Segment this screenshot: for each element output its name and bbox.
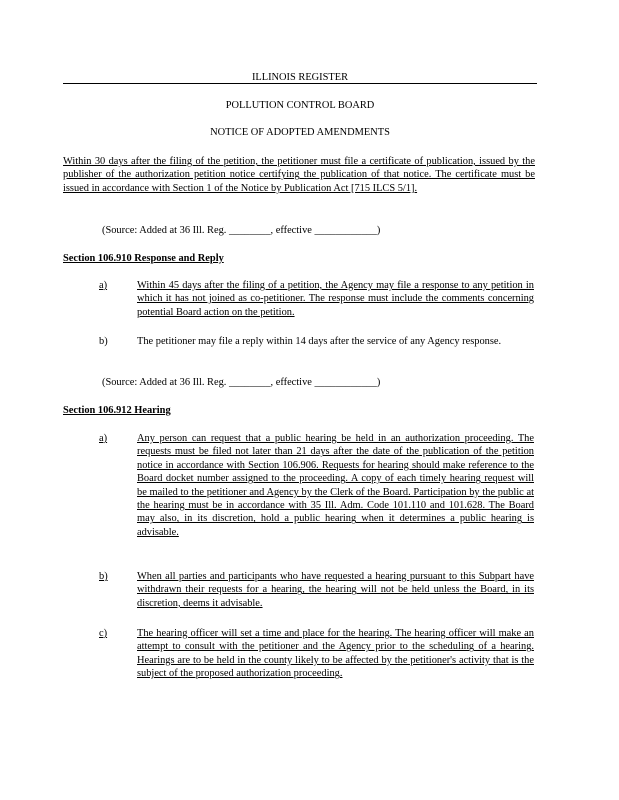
item-text: Any person can request that a public hearing be held in an authorization proceeding. The requests must be filed not later than 21 days after the date of the publication of the petition notice in accordance with Section 106.906. Requests for hearing should make reference to the Board docket number assigned to the proceeding. A copy of each timely hearing request will be mailed to the petitioner and Agency by the Clerk of the Board. Participation by the public at the hearing must be in accordance with 35 Ill. Adm. Code 101.110 and 101.628. The Board may also, in its discretion, hold a public hearing when it determines a public hearing is advisable. [137,433,534,538]
item-text: Within 45 days after the filing of a petition, the Agency may file a response to any petition in which it has not joined as co-petitioner. The response must include the comments concerning potential Board action on the petition. [137,280,534,318]
item-label: b) [99,571,108,582]
section-910-title: Section 106.910 Response and Reply [63,253,224,264]
source-note: (Source: Added at 36 Ill. Reg. ________, effective ____________) [102,377,381,388]
source-note: (Source: Added at 36 Ill. Reg. ________, effective ____________) [102,225,381,236]
item-text: The hearing officer will set a time and place for the hearing. The hearing officer will make an attempt to consult with the petitioner and the Agency prior to the scheduling of a hearing. Hearings are to be held in the county likely to be affected by the petitioner's activity that is the subject of the proposed authorization proceeding. [137,628,534,680]
intro-paragraph: Within 30 days after the filing of the petition, the petitioner must file a certificate of publication, issued by the publisher of the authorization petition notice certifying the publication of that notice. The certificate must be issued in accordance with Section 1 of the Notice by Publication Act [715 ILCS 5/1]. [63,156,535,194]
item-label: a) [99,280,108,291]
register-title: ILLINOIS REGISTER [251,72,349,83]
section-912-title: Section 106.912 Hearing [63,405,171,416]
item-label: a) [99,433,108,444]
board-title: POLLUTION CONTROL BOARD [225,100,375,111]
item-label: c) [99,628,108,639]
item-text: The petitioner may file a reply within 14 days after the service of any Agency response. [137,336,502,347]
item-text: When all parties and participants who have requested a hearing pursuant to this Subpart have withdrawn their requests for a hearing, the hearing will not be held unless the Board, in its discretion, deems it advisable. [137,571,534,609]
notice-title: NOTICE OF ADOPTED AMENDMENTS [210,127,390,138]
item-label: b) [99,336,108,347]
